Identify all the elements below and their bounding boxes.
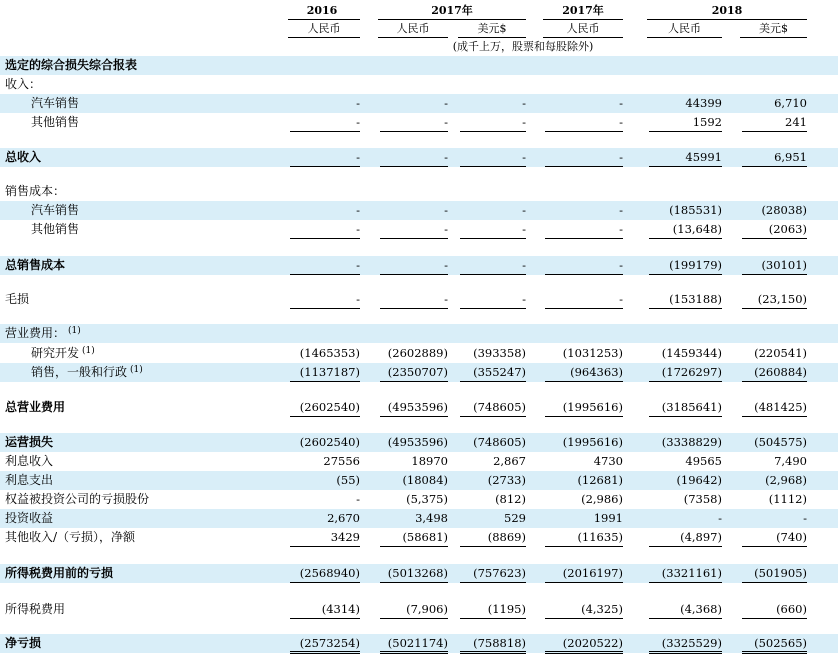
row-label bbox=[5, 256, 65, 275]
value-cell: (8869) bbox=[487, 530, 526, 544]
value-cell: (812) bbox=[495, 492, 526, 506]
value-cell: (2,986) bbox=[581, 492, 623, 506]
subtotal-rule bbox=[649, 546, 722, 547]
value-cell: (5021174) bbox=[387, 636, 448, 650]
subtotal-rule bbox=[380, 381, 448, 382]
value-cell: (2602540) bbox=[299, 400, 360, 414]
subtotal-rule bbox=[649, 381, 722, 382]
value-cell: 2,867 bbox=[493, 454, 526, 468]
value-cell: (23,150) bbox=[757, 292, 807, 306]
subtotal-rule bbox=[380, 582, 448, 583]
subtotal-rule bbox=[649, 308, 722, 309]
value-cell: (1137187) bbox=[299, 365, 360, 379]
table-row bbox=[0, 75, 838, 94]
value-cell: - bbox=[619, 150, 623, 164]
subtotal-rule bbox=[649, 618, 722, 619]
row-label bbox=[31, 201, 79, 220]
value-cell: - bbox=[522, 115, 526, 129]
row-label-text: 利息支出 bbox=[5, 473, 54, 487]
subtotal-rule bbox=[545, 238, 623, 239]
row-label bbox=[5, 634, 41, 653]
value-cell: - bbox=[356, 292, 360, 306]
subtotal-rule bbox=[742, 274, 807, 275]
row-label bbox=[31, 344, 95, 363]
row-label bbox=[5, 433, 53, 452]
value-cell: - bbox=[718, 511, 722, 525]
subtotal-rule bbox=[742, 582, 807, 583]
table-row bbox=[0, 56, 838, 75]
header-rule bbox=[543, 19, 623, 20]
header-rule bbox=[458, 37, 526, 38]
subtotal-rule bbox=[380, 131, 448, 132]
subtotal-rule bbox=[742, 381, 807, 382]
subtotal-rule bbox=[545, 582, 623, 583]
row-label-text: 权益被投资公司的亏损股份 bbox=[5, 492, 150, 506]
row-label bbox=[31, 94, 79, 113]
row-label bbox=[5, 182, 65, 201]
row-label bbox=[5, 490, 149, 509]
subtotal-rule bbox=[290, 131, 360, 132]
currency-header: 美元$ bbox=[477, 22, 507, 35]
value-cell: (4314) bbox=[321, 602, 360, 616]
value-cell: - bbox=[444, 292, 448, 306]
value-cell: - bbox=[522, 203, 526, 217]
value-cell: (1112) bbox=[768, 492, 807, 506]
value-cell: (30101) bbox=[761, 258, 807, 272]
total-double-rule bbox=[649, 651, 722, 654]
value-cell: (502565) bbox=[754, 636, 807, 650]
value-cell: (1995616) bbox=[562, 400, 623, 414]
table-row bbox=[0, 344, 838, 363]
value-cell: (964363) bbox=[570, 365, 623, 379]
value-cell: - bbox=[522, 150, 526, 164]
table-row bbox=[0, 148, 838, 167]
value-cell: - bbox=[619, 258, 623, 272]
subtotal-rule bbox=[460, 618, 526, 619]
value-cell: (2573254) bbox=[299, 636, 360, 650]
table-header bbox=[0, 0, 838, 62]
value-cell: - bbox=[522, 222, 526, 236]
row-label bbox=[31, 220, 79, 239]
subtotal-rule bbox=[460, 238, 526, 239]
value-cell: - bbox=[356, 203, 360, 217]
subtotal-rule bbox=[460, 416, 526, 417]
row-label bbox=[5, 471, 53, 490]
value-cell: (504575) bbox=[754, 435, 807, 449]
subtotal-rule bbox=[545, 618, 623, 619]
value-cell: (1465353) bbox=[299, 346, 360, 360]
value-cell: (757623) bbox=[473, 566, 526, 580]
row-label-text: 所得税费用前的亏损 bbox=[5, 566, 114, 580]
value-cell: - bbox=[522, 258, 526, 272]
row-label bbox=[5, 398, 65, 417]
value-cell: 3429 bbox=[330, 530, 360, 544]
total-double-rule bbox=[290, 651, 360, 654]
value-cell: (2602540) bbox=[299, 435, 360, 449]
row-label bbox=[5, 564, 113, 583]
value-cell: 44399 bbox=[685, 96, 722, 110]
table-row bbox=[0, 471, 838, 490]
value-cell: (2602889) bbox=[387, 346, 448, 360]
subtotal-rule bbox=[742, 131, 807, 132]
currency-header: 人民币 bbox=[668, 22, 701, 35]
subtotal-rule bbox=[545, 308, 623, 309]
value-cell: 4730 bbox=[593, 454, 623, 468]
value-cell: (5,375) bbox=[406, 492, 448, 506]
value-cell: (220541) bbox=[754, 346, 807, 360]
footnote-marker: (1) bbox=[68, 326, 81, 336]
value-cell: (199179) bbox=[669, 258, 722, 272]
value-cell: 6,951 bbox=[774, 150, 807, 164]
subtotal-rule bbox=[649, 274, 722, 275]
value-cell: (1195) bbox=[487, 602, 526, 616]
table-row bbox=[0, 528, 838, 547]
row-label-text: 运营损失 bbox=[5, 435, 54, 449]
value-cell: 1991 bbox=[593, 511, 623, 525]
header-rule bbox=[378, 19, 526, 20]
currency-header: 人民币 bbox=[307, 22, 341, 35]
value-cell: (2,968) bbox=[765, 473, 807, 487]
subtotal-rule bbox=[742, 618, 807, 619]
header-rule bbox=[543, 37, 623, 38]
value-cell: (3185641) bbox=[661, 400, 722, 414]
subtotal-rule bbox=[545, 381, 623, 382]
row-label-text: 净亏损 bbox=[5, 636, 42, 650]
value-cell: (3338829) bbox=[661, 435, 722, 449]
value-cell: (660) bbox=[776, 602, 807, 616]
footnote-marker: (1) bbox=[82, 346, 95, 356]
row-label bbox=[31, 113, 79, 132]
value-cell: (3321161) bbox=[661, 566, 722, 580]
row-label-text: 其他销售 bbox=[31, 115, 80, 129]
value-cell: - bbox=[356, 96, 360, 110]
value-cell: (2020522) bbox=[562, 636, 623, 650]
subtotal-rule bbox=[380, 308, 448, 309]
subtotal-rule bbox=[742, 416, 807, 417]
value-cell: (501905) bbox=[754, 566, 807, 580]
row-label-text: 汽车销售 bbox=[31, 96, 80, 110]
value-cell: - bbox=[356, 115, 360, 129]
subtotal-rule bbox=[460, 381, 526, 382]
value-cell: - bbox=[356, 150, 360, 164]
value-cell: - bbox=[803, 511, 807, 525]
value-cell: (18084) bbox=[402, 473, 448, 487]
year-header-2017: 2017年 bbox=[431, 4, 473, 17]
value-cell: (13,648) bbox=[672, 222, 722, 236]
value-cell: (12681) bbox=[577, 473, 623, 487]
row-label-text: 总收入 bbox=[5, 150, 42, 164]
value-cell: (2568940) bbox=[299, 566, 360, 580]
table-row bbox=[0, 600, 838, 619]
value-cell: - bbox=[444, 203, 448, 217]
row-label bbox=[5, 290, 29, 309]
row-label bbox=[5, 56, 137, 75]
subtotal-rule bbox=[380, 238, 448, 239]
value-cell: (2016197) bbox=[562, 566, 623, 580]
value-cell: - bbox=[619, 115, 623, 129]
value-cell: 7,490 bbox=[774, 454, 807, 468]
table-row bbox=[0, 94, 838, 113]
header-rule bbox=[740, 37, 807, 38]
subtotal-rule bbox=[460, 546, 526, 547]
subtotal-rule bbox=[460, 308, 526, 309]
value-cell: - bbox=[356, 258, 360, 272]
subtotal-rule bbox=[649, 166, 722, 167]
value-cell: - bbox=[522, 292, 526, 306]
value-cell: - bbox=[444, 150, 448, 164]
header-rule bbox=[647, 19, 807, 20]
subtotal-rule bbox=[742, 238, 807, 239]
year-header-2018: 2018 bbox=[711, 4, 743, 17]
row-label-text: 汽车销售 bbox=[31, 203, 80, 217]
subtotal-rule bbox=[290, 546, 360, 547]
subtotal-rule bbox=[649, 582, 722, 583]
row-label bbox=[5, 148, 41, 167]
value-cell: (748605) bbox=[473, 400, 526, 414]
header-rule bbox=[378, 37, 448, 38]
value-cell: (185531) bbox=[669, 203, 722, 217]
value-cell: (7,906) bbox=[406, 602, 448, 616]
table-row bbox=[0, 201, 838, 220]
value-cell: (4,897) bbox=[680, 530, 722, 544]
value-cell: (2063) bbox=[768, 222, 807, 236]
subtotal-rule bbox=[290, 582, 360, 583]
row-label-text: 研究开发 bbox=[31, 346, 80, 360]
subtotal-rule bbox=[380, 166, 448, 167]
table-row bbox=[0, 634, 838, 653]
value-cell: (28038) bbox=[761, 203, 807, 217]
subtotal-rule bbox=[290, 166, 360, 167]
value-cell: (3325529) bbox=[661, 636, 722, 650]
value-cell: (481425) bbox=[754, 400, 807, 414]
value-cell: (748605) bbox=[473, 435, 526, 449]
value-cell: (58681) bbox=[402, 530, 448, 544]
subtotal-rule bbox=[545, 546, 623, 547]
row-label-text: 营业费用： bbox=[5, 326, 66, 340]
table-row bbox=[0, 113, 838, 132]
table-row bbox=[0, 363, 838, 382]
value-cell: - bbox=[444, 222, 448, 236]
row-label-text: 毛损 bbox=[5, 292, 30, 306]
subtotal-rule bbox=[649, 416, 722, 417]
table-row bbox=[0, 220, 838, 239]
units-note: (成千上万，股票和每股除外) bbox=[452, 40, 594, 53]
subtotal-rule bbox=[460, 166, 526, 167]
subtotal-rule bbox=[545, 131, 623, 132]
total-double-rule bbox=[742, 651, 807, 654]
table-row bbox=[0, 564, 838, 583]
value-cell: (2733) bbox=[487, 473, 526, 487]
subtotal-rule bbox=[380, 416, 448, 417]
value-cell: (740) bbox=[776, 530, 807, 544]
value-cell: (1726297) bbox=[661, 365, 722, 379]
footnote-marker: (1) bbox=[130, 365, 143, 375]
row-label-text: 其他收入/（亏损），净额 bbox=[5, 530, 136, 544]
row-label-text: 选定的综合损失综合报表 bbox=[5, 58, 138, 72]
value-cell: - bbox=[619, 203, 623, 217]
subtotal-rule bbox=[290, 308, 360, 309]
row-label bbox=[5, 509, 53, 528]
row-label-text: 投资收益 bbox=[5, 511, 54, 525]
year-header-2017-b: 2017年 bbox=[562, 4, 604, 17]
value-cell: (4,368) bbox=[680, 602, 722, 616]
year-header-2016: 2016 bbox=[306, 4, 338, 17]
table-row bbox=[0, 509, 838, 528]
value-cell: - bbox=[619, 292, 623, 306]
subtotal-rule bbox=[290, 416, 360, 417]
value-cell: (153188) bbox=[669, 292, 722, 306]
subtotal-rule bbox=[290, 238, 360, 239]
value-cell: 241 bbox=[785, 115, 807, 129]
row-label-text: 利息收入 bbox=[5, 454, 54, 468]
subtotal-rule bbox=[460, 582, 526, 583]
table-row bbox=[0, 324, 838, 343]
header-rule bbox=[288, 37, 360, 38]
row-label bbox=[5, 75, 41, 94]
value-cell: (19642) bbox=[676, 473, 722, 487]
row-label-text: 销售，一般和行政 bbox=[31, 365, 128, 379]
currency-header: 美元$ bbox=[759, 22, 788, 35]
row-label bbox=[5, 600, 65, 619]
subtotal-rule bbox=[649, 238, 722, 239]
value-cell: 27556 bbox=[323, 454, 360, 468]
total-double-rule bbox=[460, 651, 526, 654]
subtotal-rule bbox=[545, 166, 623, 167]
row-label-text: 销售成本： bbox=[5, 184, 66, 198]
value-cell: (4953596) bbox=[387, 435, 448, 449]
table-row bbox=[0, 490, 838, 509]
row-label-text: 收入： bbox=[5, 77, 42, 91]
value-cell: 18970 bbox=[411, 454, 448, 468]
table-row bbox=[0, 433, 838, 452]
row-label bbox=[31, 363, 143, 382]
value-cell: (1459344) bbox=[661, 346, 722, 360]
value-cell: (4,325) bbox=[581, 602, 623, 616]
row-label bbox=[5, 324, 81, 343]
table-row bbox=[0, 256, 838, 275]
header-rule bbox=[647, 37, 722, 38]
value-cell: (2350707) bbox=[387, 365, 448, 379]
value-cell: 2,670 bbox=[327, 511, 360, 525]
table-row bbox=[0, 398, 838, 417]
total-double-rule bbox=[545, 651, 623, 654]
value-cell: 6,710 bbox=[774, 96, 807, 110]
currency-header: 人民币 bbox=[566, 22, 600, 35]
row-label bbox=[5, 528, 135, 547]
subtotal-rule bbox=[460, 274, 526, 275]
subtotal-rule bbox=[742, 546, 807, 547]
value-cell: 529 bbox=[504, 511, 526, 525]
value-cell: (11635) bbox=[577, 530, 623, 544]
subtotal-rule bbox=[460, 131, 526, 132]
value-cell: (758818) bbox=[473, 636, 526, 650]
value-cell: - bbox=[619, 96, 623, 110]
value-cell: - bbox=[356, 222, 360, 236]
value-cell: (55) bbox=[336, 473, 360, 487]
row-label-text: 总销售成本 bbox=[5, 258, 66, 272]
value-cell: 45991 bbox=[685, 150, 722, 164]
row-label bbox=[5, 452, 53, 471]
subtotal-rule bbox=[380, 274, 448, 275]
header-rule bbox=[288, 19, 360, 20]
subtotal-rule bbox=[545, 274, 623, 275]
value-cell: (7358) bbox=[683, 492, 722, 506]
row-label-text: 总营业费用 bbox=[5, 400, 66, 414]
subtotal-rule bbox=[290, 618, 360, 619]
value-cell: - bbox=[619, 222, 623, 236]
value-cell: (4953596) bbox=[387, 400, 448, 414]
table-row bbox=[0, 290, 838, 309]
row-label-text: 其他销售 bbox=[31, 222, 80, 236]
subtotal-rule bbox=[649, 131, 722, 132]
currency-header: 人民币 bbox=[396, 22, 430, 35]
total-double-rule bbox=[380, 651, 448, 654]
value-cell: (355247) bbox=[473, 365, 526, 379]
value-cell: (1031253) bbox=[562, 346, 623, 360]
value-cell: (1995616) bbox=[562, 435, 623, 449]
subtotal-rule bbox=[290, 274, 360, 275]
value-cell: 3,498 bbox=[415, 511, 448, 525]
value-cell: - bbox=[522, 96, 526, 110]
value-cell: 1592 bbox=[692, 115, 722, 129]
value-cell: - bbox=[444, 115, 448, 129]
subtotal-rule bbox=[742, 308, 807, 309]
value-cell: (393358) bbox=[473, 346, 526, 360]
value-cell: 49565 bbox=[685, 454, 722, 468]
value-cell: - bbox=[444, 96, 448, 110]
subtotal-rule bbox=[290, 381, 360, 382]
row-label-text: 所得税费用 bbox=[5, 602, 66, 616]
table-row bbox=[0, 452, 838, 471]
value-cell: (5013268) bbox=[387, 566, 448, 580]
value-cell: - bbox=[444, 258, 448, 272]
value-cell: (260884) bbox=[754, 365, 807, 379]
subtotal-rule bbox=[545, 416, 623, 417]
table-row bbox=[0, 182, 838, 201]
value-cell: - bbox=[356, 492, 360, 506]
subtotal-rule bbox=[380, 618, 448, 619]
subtotal-rule bbox=[380, 546, 448, 547]
subtotal-rule bbox=[742, 166, 807, 167]
